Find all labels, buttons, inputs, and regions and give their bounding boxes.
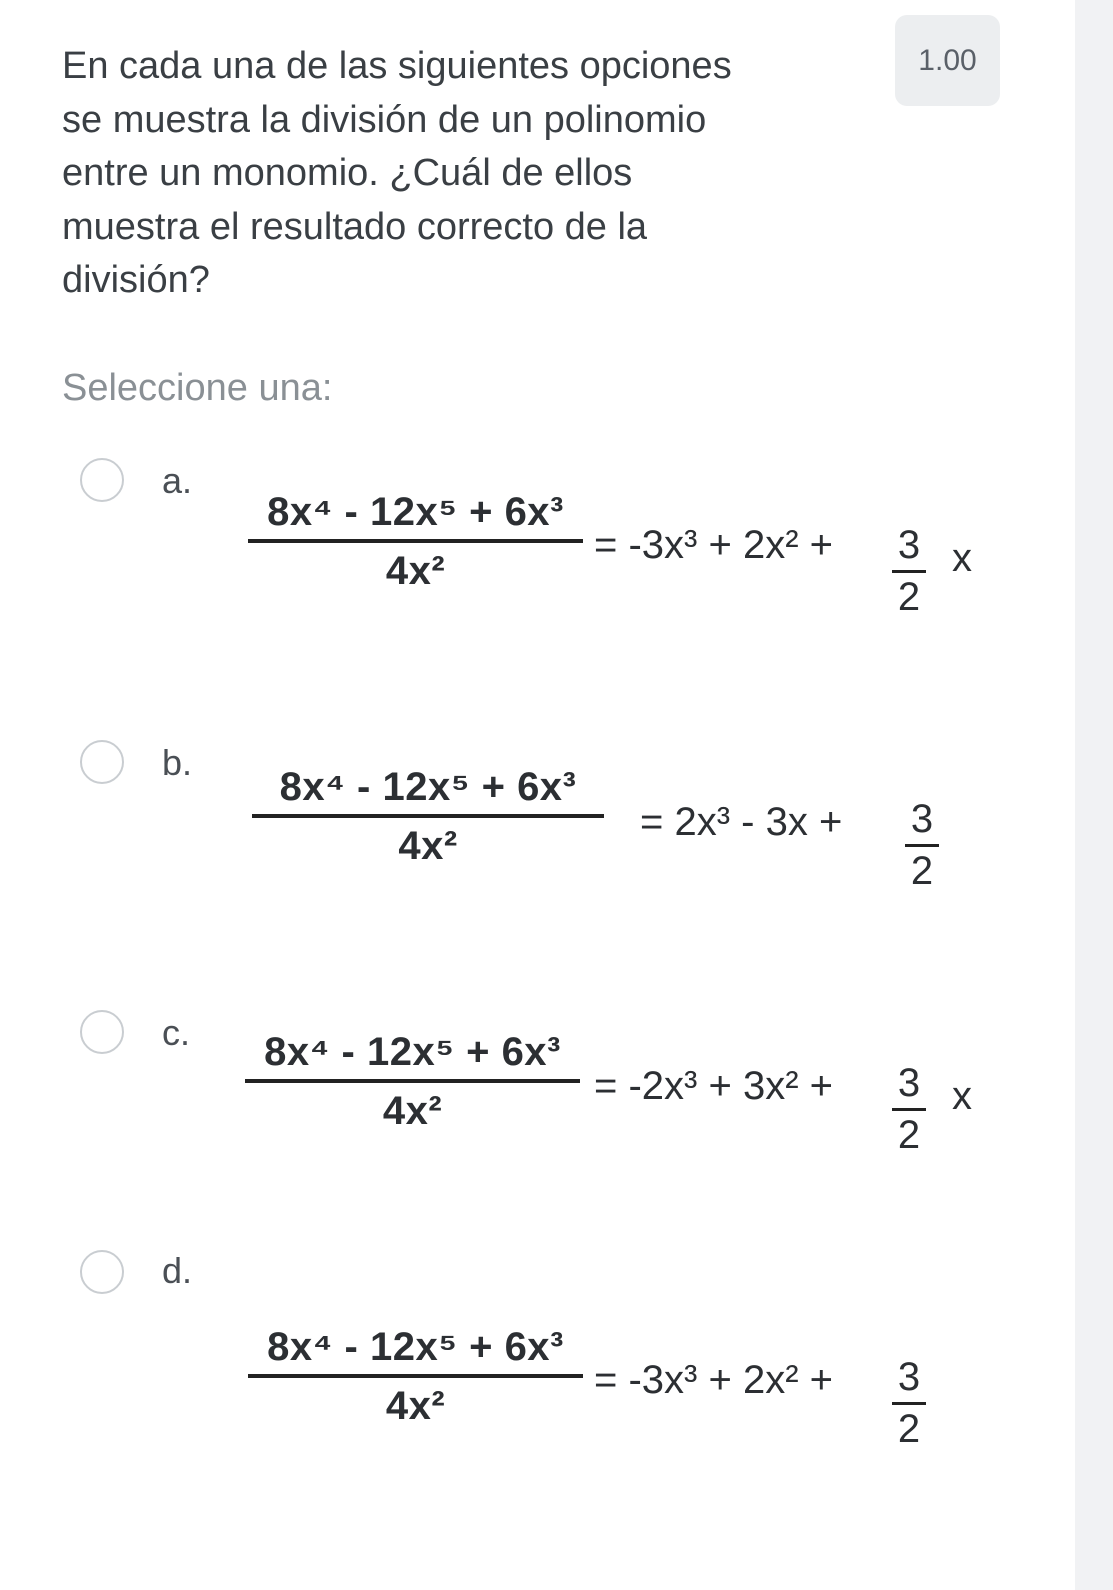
small-numerator: 3 bbox=[897, 1355, 921, 1399]
points-badge: 1.00 bbox=[895, 15, 1000, 106]
fraction-bar bbox=[252, 814, 604, 818]
numerator: 8x⁴ - 12x⁵ + 6x³ bbox=[264, 1030, 561, 1074]
denominator: 4x² bbox=[398, 824, 458, 868]
radio-button-b[interactable] bbox=[80, 740, 124, 784]
scrollbar-track[interactable] bbox=[1075, 0, 1113, 1590]
small-fraction-bar bbox=[905, 844, 939, 847]
denominator: 4x² bbox=[382, 1089, 443, 1133]
small-fraction bbox=[892, 1061, 926, 1158]
fraction-expression bbox=[248, 1325, 583, 1429]
denominator: 4x² bbox=[385, 549, 446, 593]
small-numerator: 3 bbox=[897, 1061, 921, 1105]
question-line: se muestra la división de un polinomio bbox=[62, 98, 707, 141]
radio-button-d[interactable] bbox=[80, 1250, 124, 1294]
option-letter: c. bbox=[162, 1012, 191, 1053]
option-letter: b. bbox=[162, 742, 193, 783]
question-line: entre un monomio. ¿Cuál de ellos bbox=[62, 152, 633, 194]
small-fraction-bar bbox=[892, 570, 926, 573]
fraction-expression bbox=[248, 490, 583, 594]
small-denominator: 2 bbox=[897, 1407, 921, 1451]
select-label: Seleccione una: bbox=[62, 367, 333, 409]
small-fraction bbox=[892, 523, 926, 620]
denominator: 4x² bbox=[385, 1384, 446, 1428]
numerator: 8x⁴ - 12x⁵ + 6x³ bbox=[267, 1325, 564, 1369]
small-fraction bbox=[892, 1355, 926, 1452]
result-expression: = -3x³ + 2x² + bbox=[594, 523, 833, 567]
small-numerator: 3 bbox=[910, 797, 934, 841]
radio-button-c[interactable] bbox=[80, 1010, 124, 1054]
numerator: 8x⁴ - 12x⁵ + 6x³ bbox=[267, 490, 564, 534]
option-letter: d. bbox=[162, 1250, 193, 1291]
small-denominator: 2 bbox=[910, 849, 934, 893]
small-fraction-bar bbox=[892, 1108, 926, 1111]
question-text bbox=[62, 40, 822, 308]
small-denominator: 2 bbox=[897, 575, 921, 619]
fraction-bar bbox=[248, 1374, 583, 1378]
fraction-bar bbox=[248, 539, 583, 543]
question-line: En cada una de las siguientes opciones bbox=[62, 45, 732, 87]
fraction-expression bbox=[245, 1030, 580, 1134]
option-letter: a. bbox=[162, 460, 193, 501]
fraction-expression bbox=[252, 765, 604, 869]
result-expression: = 2x³ - 3x + bbox=[640, 800, 843, 844]
radio-button-a[interactable] bbox=[80, 458, 124, 502]
small-denominator: 2 bbox=[897, 1113, 921, 1157]
numerator: 8x⁴ - 12x⁵ + 6x³ bbox=[279, 765, 577, 809]
variable-x: x bbox=[952, 536, 972, 580]
question-line: muestra el resultado correcto de la bbox=[62, 205, 648, 248]
result-expression: = -2x³ + 3x² + bbox=[594, 1064, 833, 1108]
small-fraction bbox=[905, 797, 939, 894]
small-numerator: 3 bbox=[897, 523, 921, 567]
question-line: división? bbox=[62, 259, 210, 301]
variable-x: x bbox=[952, 1074, 972, 1118]
fraction-bar bbox=[245, 1079, 580, 1083]
result-expression: = -3x³ + 2x² + bbox=[594, 1358, 833, 1402]
small-fraction-bar bbox=[892, 1402, 926, 1405]
